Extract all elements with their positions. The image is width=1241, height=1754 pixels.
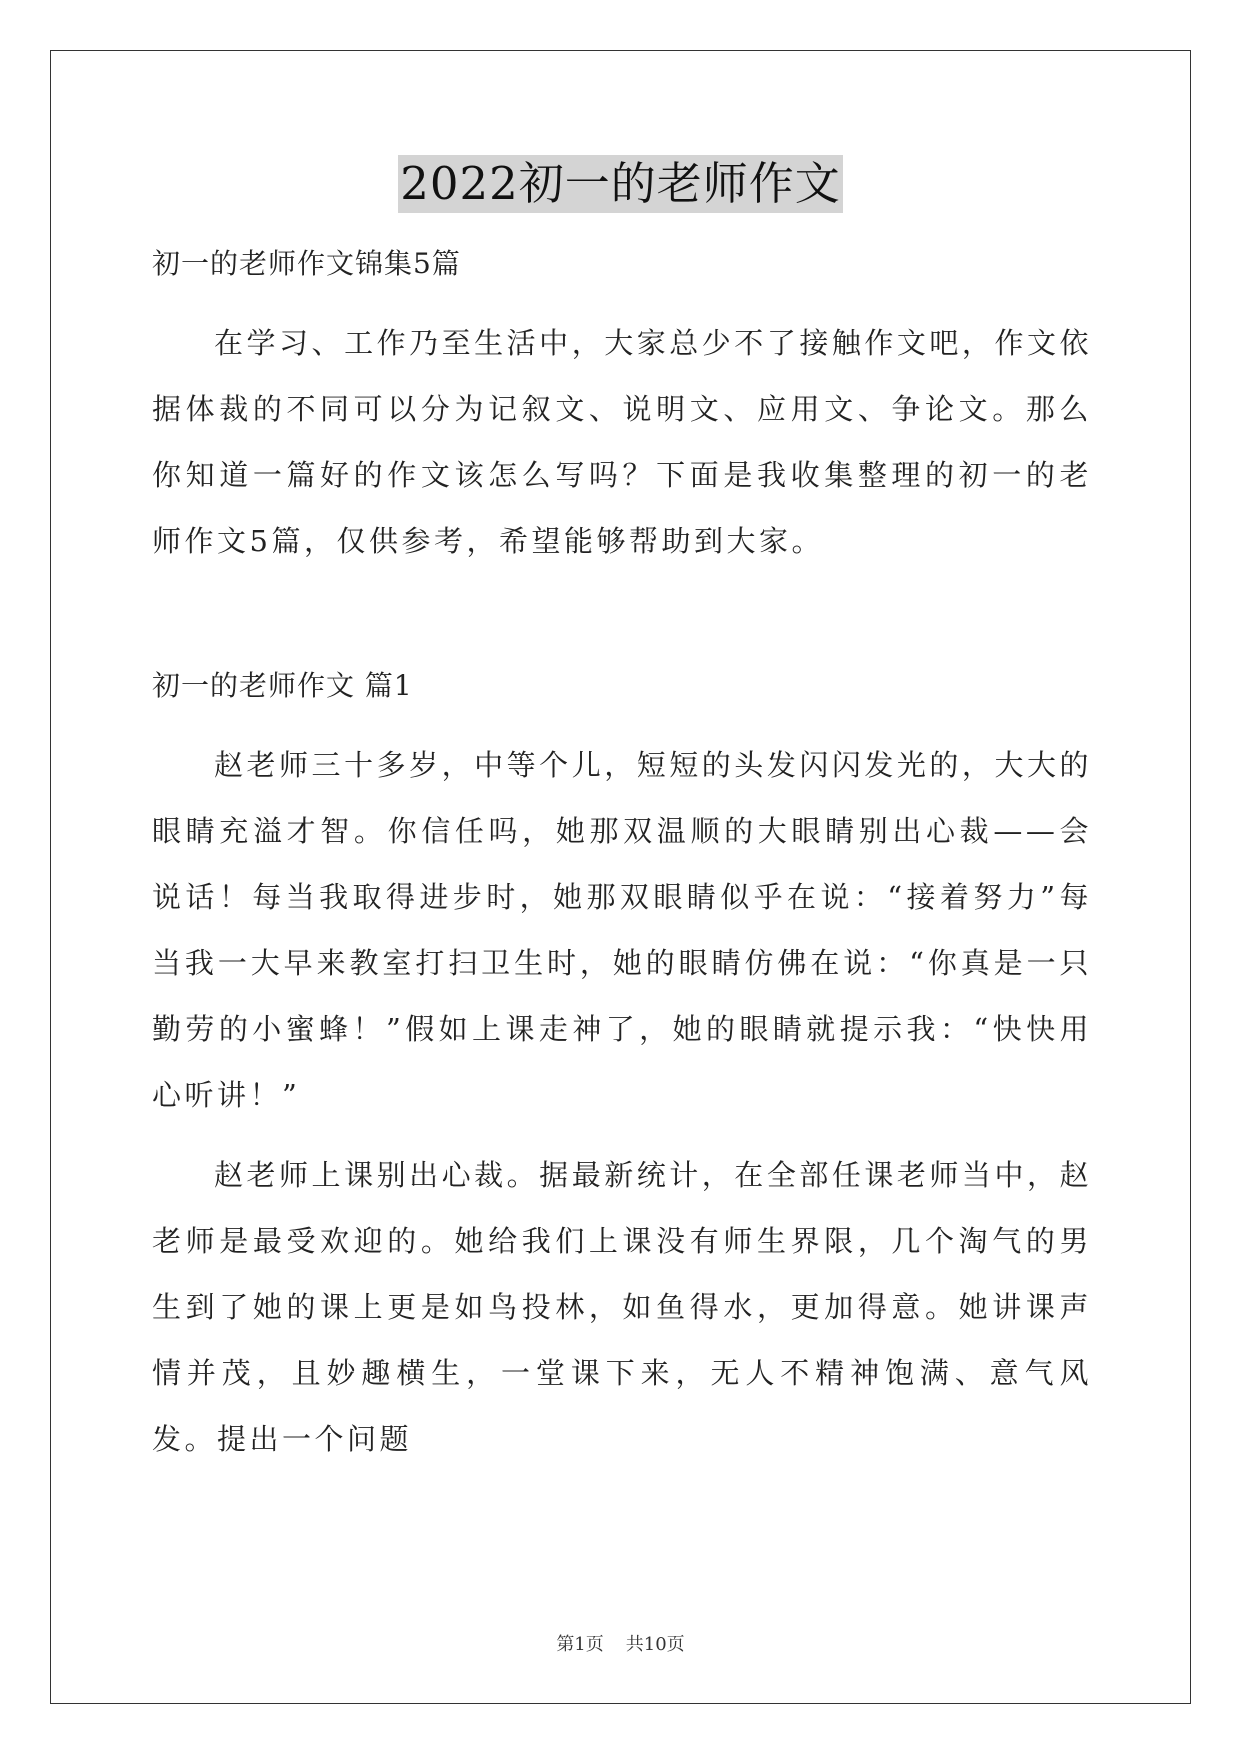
document-body <box>152 230 1092 1472</box>
spacer <box>152 574 1092 652</box>
page-total: 共10页 <box>625 1634 685 1655</box>
spacer <box>152 298 1092 310</box>
spacer <box>152 720 1092 732</box>
title-container <box>0 155 1241 213</box>
body-paragraph-2: 赵老师上课别出心裁。据最新统计，在全部任课老师当中，赵老师是最受欢迎的。她给我们上课没有师生界限，几个淘气的男生到了她的课上更是如鸟投林，如鱼得水，更加得意。她讲课声情并茂，且妙趣横生，一堂课下来，无人不精神饱满、意气风发。提出一个问题 <box>152 1158 1092 1456</box>
body-paragraph-1: 赵老师三十多岁，中等个儿，短短的头发闪闪发光的，大大的眼睛充溢才智。你信任吗，她那双温顺的大眼睛别出心裁——会说话！每当我取得进步时，她那双眼睛似乎在说：“接着努力”每当我一大早来教室打扫卫生时，她的眼睛仿佛在说：“你真是一只勤劳的小蜜蜂！”假如上课走神了，她的眼睛就提示我：“快快用心听讲！” <box>152 748 1092 1112</box>
intro-paragraph: 在学习、工作乃至生活中，大家总少不了接触作文吧，作文依据体裁的不同可以分为记叙文、说明文、应用文、争论文。那么你知道一篇好的作文该怎么写吗？下面是我收集整理的初一的老师作文5篇，仅供参考，希望能够帮助到大家。 <box>152 326 1092 558</box>
document-title: 2022初一的老师作文 <box>398 155 843 213</box>
page-footer <box>0 1630 1241 1656</box>
page-number: 第1页 <box>556 1634 604 1655</box>
document-subtitle: 初一的老师作文锦集5篇 <box>152 247 461 280</box>
section-heading: 初一的老师作文 篇1 <box>152 669 413 702</box>
